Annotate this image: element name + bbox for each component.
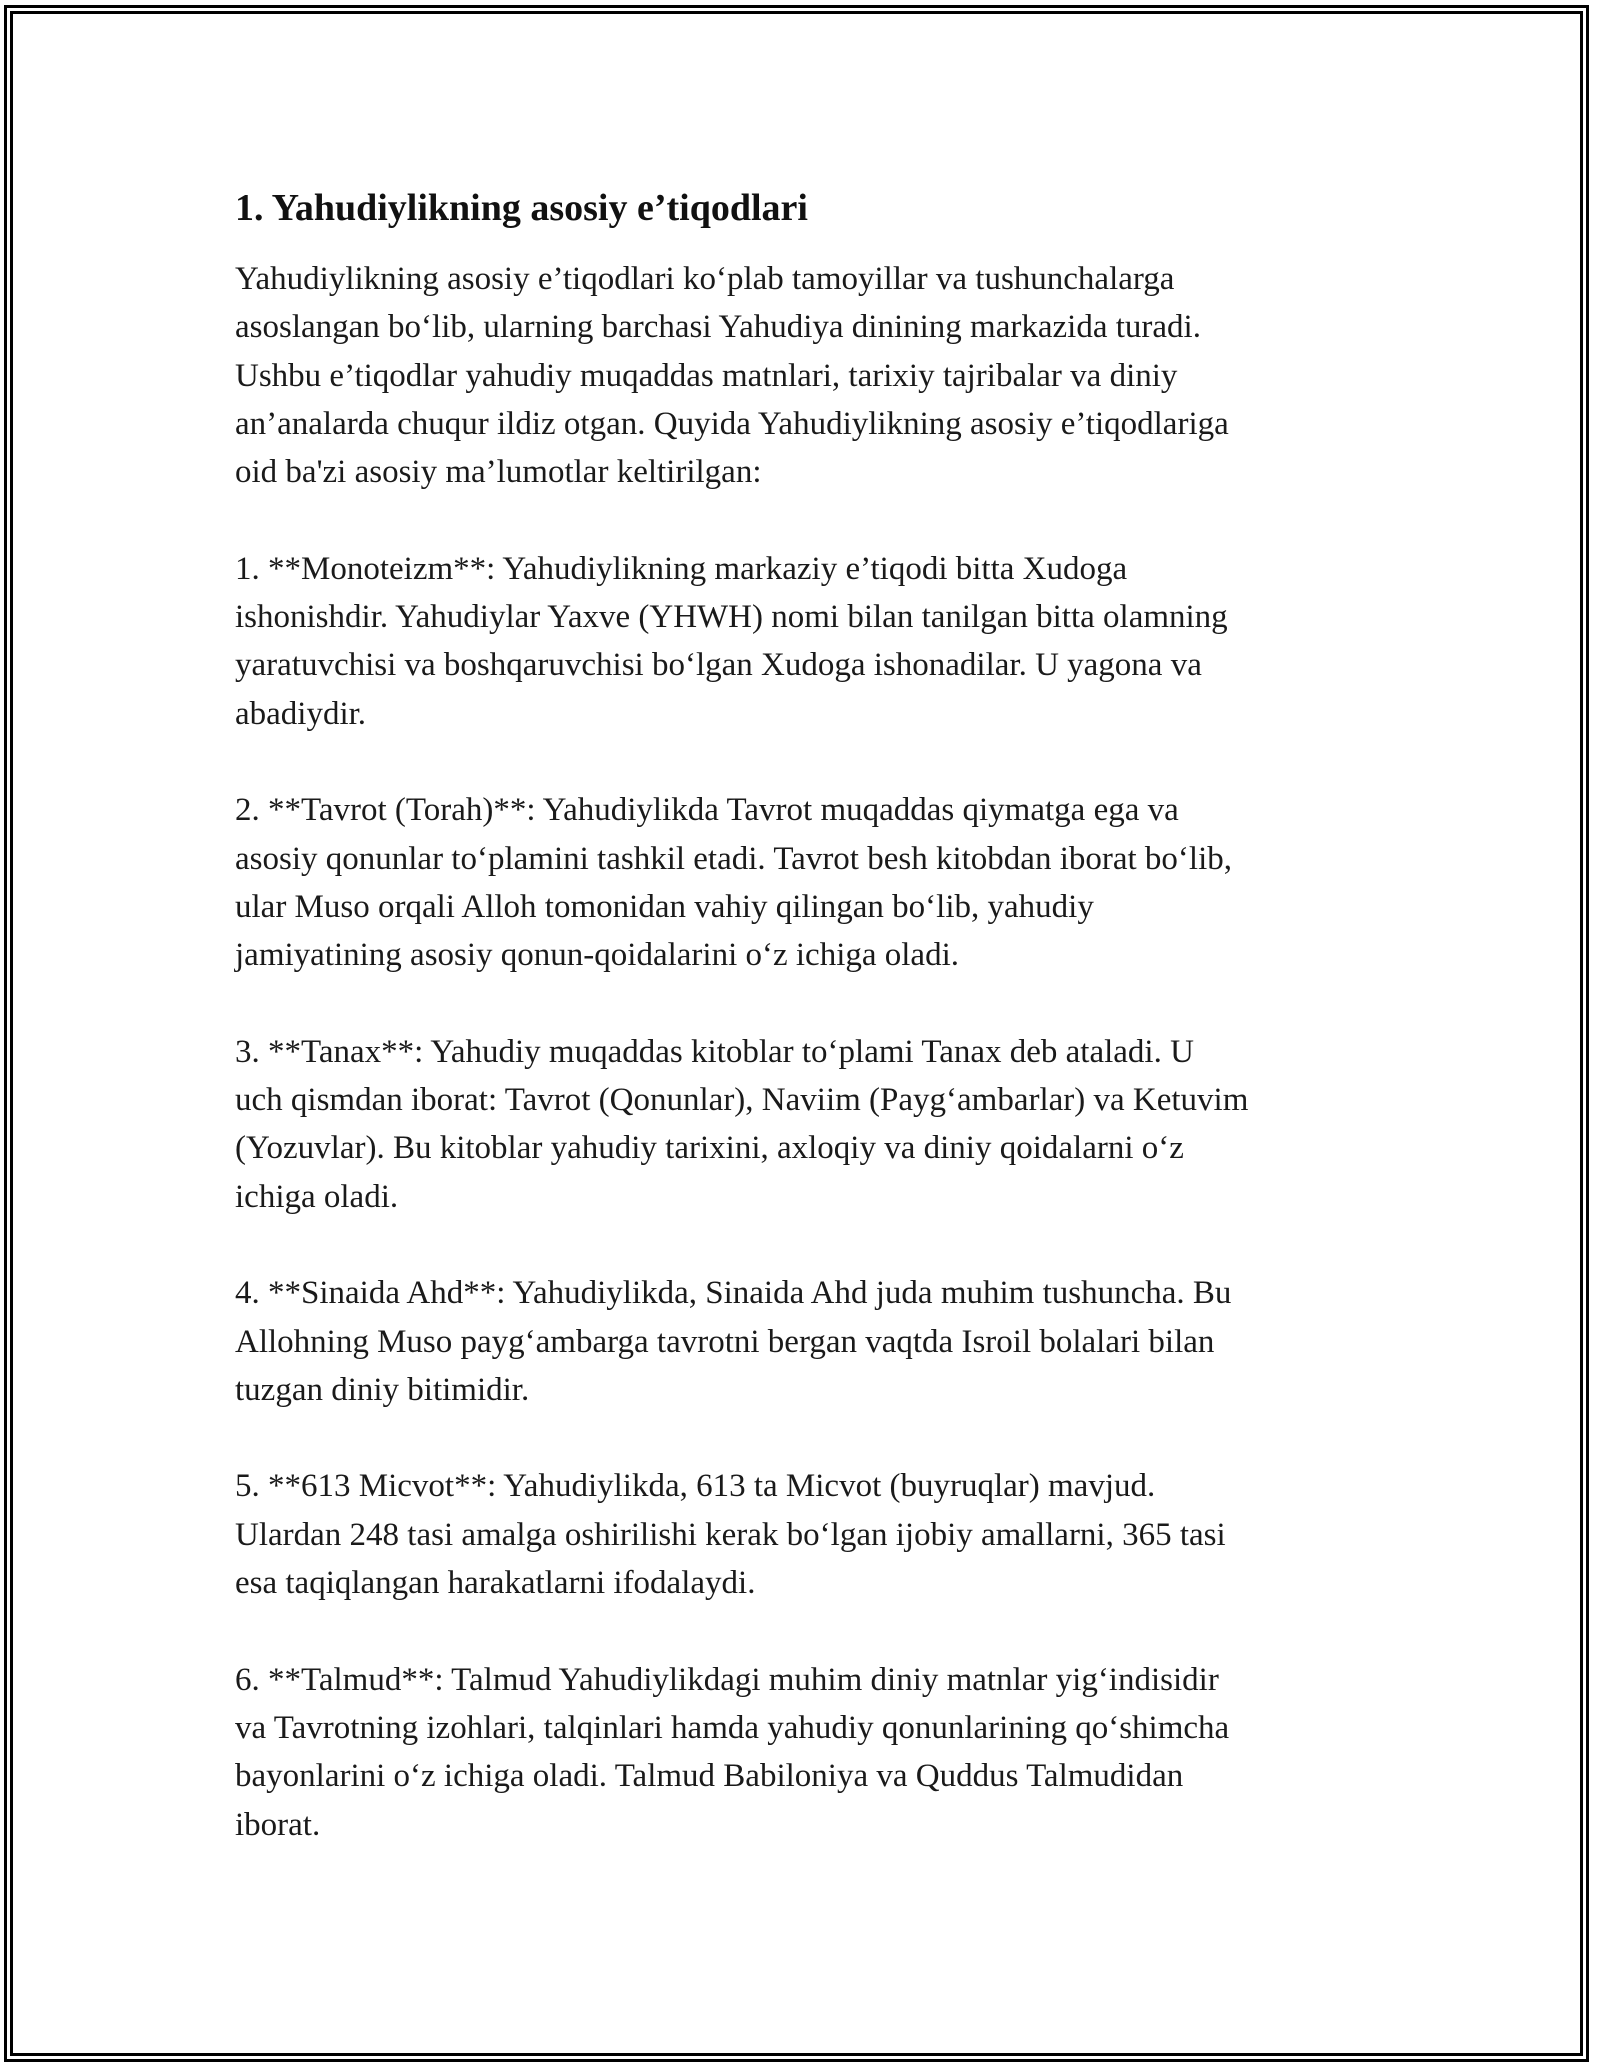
list-item-line: jamiyatining asosiy qonun-qoidalarini o‘z ichiga oladi. (235, 937, 960, 974)
list-item-line: 3. **Tanax**: Yahudiy muqaddas kitoblar to‘plami Tanax deb ataladi. U (235, 1033, 1194, 1070)
list-item-tavrot (235, 786, 1385, 979)
list-item-line: yaratuvchisi va boshqaruvchisi bo‘lgan Xudoga ishonadilar. U yagona va (235, 647, 1202, 684)
list-item-line: 2. **Tavrot (Torah)**: Yahudiylikda Tavrot muqaddas qiymatga ega va (235, 792, 1179, 829)
list-item-line: iborat. (235, 1806, 321, 1843)
list-item-line: esa taqiqlangan harakatlarni ifodalaydi. (235, 1565, 756, 1602)
list-item-line: asosiy qonunlar to‘plamini tashkil etadi. Tavrot besh kitobdan iborat bo‘lib, (235, 840, 1232, 877)
list-item-line: va Tavrotning izohlari, talqinlari hamda yahudiy qonunlarining qo‘shimcha (235, 1709, 1230, 1746)
list-item-monoteizm (235, 545, 1385, 738)
list-item-talmud (235, 1656, 1385, 1849)
list-item-line: Ulardan 248 tasi amalga oshirilishi kerak bo‘lgan ijobiy amallarni, 365 tasi (235, 1516, 1226, 1553)
list-item-line: uch qismdan iborat: Tavrot (Qonunlar), Naviim (Payg‘ambarlar) va Ketuvim (235, 1082, 1249, 1119)
list-item-micvot (235, 1462, 1385, 1607)
list-item-sinaida-ahd (235, 1269, 1385, 1414)
intro-paragraph (235, 255, 1385, 496)
list-item-line: ishonishdir. Yahudiylar Yaxve (YHWH) nomi bilan tanilgan bitta olamning (235, 599, 1228, 636)
list-item-line: 4. **Sinaida Ahd**: Yahudiylikda, Sinaida Ahd juda muhim tushuncha. Bu (235, 1275, 1232, 1312)
intro-line: Ushbu e’tiqodlar yahudiy muqaddas matnlari, tarixiy tajribalar va diniy (235, 357, 1178, 394)
intro-line: Yahudiylikning asosiy e’tiqodlari ko‘plab tamoyillar va tushunchalarga (235, 261, 1175, 297)
list-item-line: bayonlarini o‘z ichiga oladi. Talmud Babiloniya va Quddus Talmudidan (235, 1758, 1184, 1795)
document-title: 1. Yahudiylikning asosiy e’tiqodlari (235, 187, 808, 229)
list-item-line: abadiydir. (235, 695, 367, 732)
intro-line: oid ba'zi asosiy ma’lumotlar keltirilgan: (235, 454, 762, 491)
document-body (235, 183, 1385, 1897)
list-item-tanax (235, 1028, 1385, 1221)
intro-line: asoslangan bo‘lib, ularning barchasi Yahudiya dinining markazida turadi. (235, 309, 1201, 346)
list-item-line: tuzgan diniy bitimidir. (235, 1371, 530, 1408)
list-item-line: (Yozuvlar). Bu kitoblar yahudiy tarixini, axloqiy va diniy qoidalarni o‘z (235, 1130, 1184, 1167)
list-item-line: 1. **Monoteizm**: Yahudiylikning markaziy e’tiqodi bitta Xudoga (235, 550, 1128, 587)
intro-line: an’analarda chuqur ildiz otgan. Quyida Yahudiylikning asosiy e’tiqodlariga (235, 405, 1229, 442)
list-item-line: Allohning Muso payg‘ambarga tavrotni bergan vaqtda Isroil bolalari bilan (235, 1323, 1215, 1360)
list-item-line: 5. **613 Micvot**: Yahudiylikda, 613 ta Micvot (buyruqlar) mavjud. (235, 1468, 1156, 1505)
list-item-line: ular Muso orqali Alloh tomonidan vahiy qilingan bo‘lib, yahudiy (235, 888, 1094, 925)
list-item-line: ichiga oladi. (235, 1178, 399, 1215)
list-item-line: 6. **Talmud**: Talmud Yahudiylikdagi muhim diniy matnlar yig‘indisidir (235, 1661, 1219, 1698)
